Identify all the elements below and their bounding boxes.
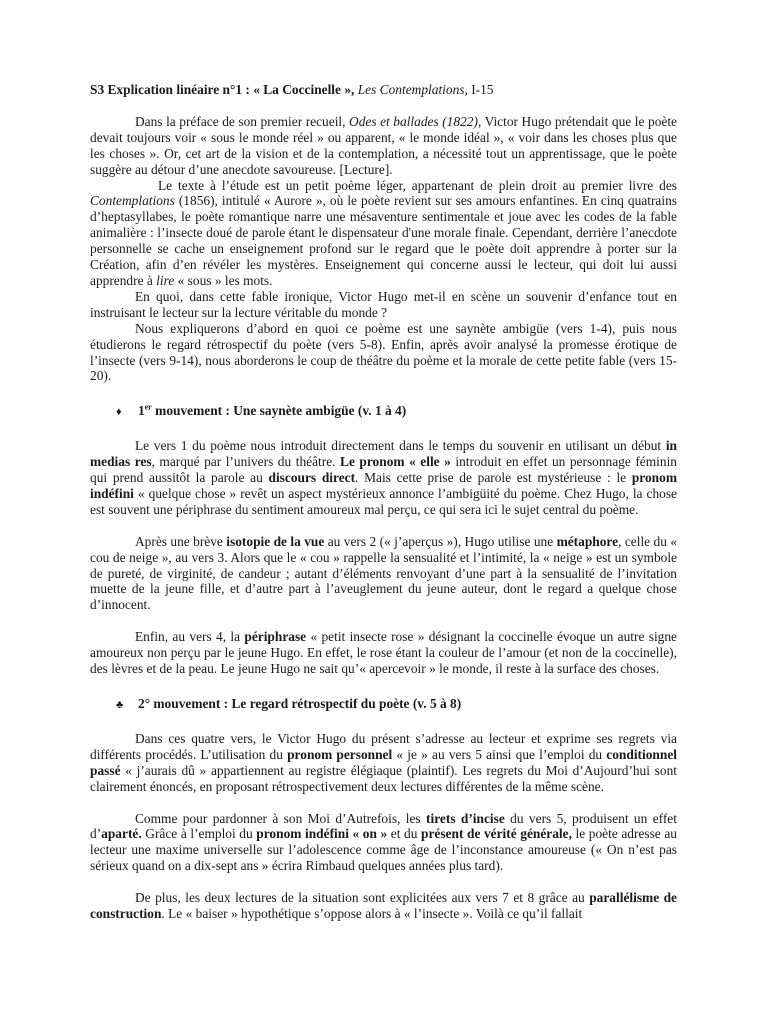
italic-text: lire bbox=[156, 272, 175, 288]
text: (1856), intitulé « Aurore », où le poète revient sur ses amours enfantines. En cinq quatrains d’heptasyllabes, le poète romantique narre une mésaventure sentimentale et joue avec les codes de la fable animalière : l’insecte doué de parole étant le dispensateur d'une morale finale. Cependant, derrière l’anecdote personnelle se cache un enseignement profond sur le regard que le poète doit apprendre à porter sur la Création, afin d’en révéler les mystères. Enseignement qui concerne aussi le lecteur, qui doit lui aussi apprendre à bbox=[90, 193, 677, 288]
bold-text: aparté. bbox=[101, 826, 142, 842]
bold-text: métaphore bbox=[556, 533, 619, 549]
text: au vers 2 (« j’aperçus »), Hugo utilise une bbox=[324, 533, 557, 549]
text: Dans la préface de son premier recueil, bbox=[135, 113, 350, 129]
club-bullet-icon: ♣ bbox=[116, 699, 124, 711]
bold-text: conditionnel passé bbox=[90, 746, 677, 778]
text: introduit en effet un personnage féminin qui prend aussitôt la parole au bbox=[90, 454, 677, 486]
section-2-paragraph-1 bbox=[90, 731, 677, 795]
text: , celle du « cou de neige », au vers 3. Alors que le « cou » rappelle la sensualité et l’intimité, la « neige » est un symbole de pureté, de virginité, de candeur ; autant d’éléments renvoyant d’une part à la sensualité de l’invitation muette de la jeune fille, et d’autre part à l’aveuglement du jeune auteur, dont le regard a quelque chose d’innocent. bbox=[90, 533, 678, 613]
bold-text: périphrase bbox=[244, 629, 307, 645]
section-2-paragraph-2 bbox=[90, 811, 677, 875]
section-1-heading bbox=[116, 403, 677, 421]
diamond-bullet-icon: ♦ bbox=[116, 406, 122, 419]
text: Enfin, au vers 4, la bbox=[135, 629, 245, 645]
bold-text: tirets d’incise bbox=[426, 810, 505, 826]
bold-text: Le pronom « elle » bbox=[340, 454, 451, 470]
bold-text: pronom personnel bbox=[287, 746, 393, 762]
italic-text: Contemplations bbox=[90, 193, 175, 209]
text: « petit insecte rose » désignant la coccinelle évoque un autre signe amoureux non perçu par le jeune Hugo. En effet, le rose étant la couleur de l’amour (et non de la coccinelle), des lèvres et de la peau. Le jeune Hugo ne sait qu’« apercevoir » le monde, il reste à la surface des choses. bbox=[90, 629, 678, 677]
text: « je » au vers 5 ainsi que l’emploi du bbox=[392, 746, 607, 762]
superscript: er bbox=[144, 402, 152, 412]
text: 1 bbox=[138, 403, 145, 419]
text: Dans ces quatre vers, le Victor Hugo du présent s’adresse au lecteur et exprime ses regrets via différents procédés. L’utilisation du bbox=[90, 730, 677, 762]
bold-text: isotopie de la vue bbox=[226, 533, 325, 549]
text: Le texte à l’étude est un petit poème léger, appartenant de plein droit au premier livre des bbox=[158, 177, 677, 193]
bold-text: parallélisme de construction bbox=[90, 890, 677, 922]
title-work: Les Contemplations bbox=[357, 82, 465, 97]
section-1-title bbox=[138, 403, 406, 419]
bold-text: présent de vérité générale, bbox=[421, 826, 572, 842]
bold-text: pronom indéfini « on » bbox=[256, 826, 388, 842]
text: et du bbox=[387, 826, 422, 842]
text: . Le « baiser » hypothétique s’oppose alors à « l’insecte ». Voilà ce qu’il fallait bbox=[161, 906, 583, 922]
text: , marqué par l’univers du théâtre. bbox=[151, 454, 341, 470]
bold-text: in medias res bbox=[90, 438, 677, 470]
text: Comme pour pardonner à son Moi d’Autrefois, les bbox=[135, 810, 427, 826]
section-2-paragraph-3 bbox=[90, 890, 677, 922]
text: mouvement : Une saynète ambigüe (v. 1 à 4) bbox=[151, 403, 407, 419]
text: . Mais cette prise de parole est mystérieuse : le bbox=[355, 470, 632, 486]
intro-paragraph-2 bbox=[90, 178, 677, 289]
intro-problematic: En quoi, dans cette fable ironique, Victor Hugo met-il en scène un souvenir d’enfance tout en instruisant le lecteur sur la lecture véritable du monde ? bbox=[90, 288, 677, 320]
intro-plan: Nous expliquerons d’abord en quoi ce poème est une saynète ambigüe (vers 1-4), puis nous étudierons le regard rétrospectif du poète (vers 5-8). Enfin, après avoir analysé la promesse érotique de l’insecte (vers 9-14), nous aborderons le coup de théâtre du poème et la morale de cette petite fable (vers 15-20). bbox=[90, 320, 677, 384]
text: Grâce à l’emploi du bbox=[141, 826, 257, 842]
bold-text: pronom indéfini bbox=[90, 470, 677, 501]
text: Après une brève bbox=[135, 533, 227, 549]
text: « quelque chose » revêt un aspect mystérieux annonce l’ambigüité du poème. Chez Hugo, la chose est souvent une périphrase du sentiment amoureux mal perçu, ce qui sera ici le sujet central du poème. bbox=[90, 485, 677, 517]
text: « sous » les mots. bbox=[174, 272, 273, 288]
title-ref: , I-15 bbox=[464, 82, 494, 97]
section-1-paragraph-2 bbox=[90, 534, 677, 614]
text: , Victor Hugo prétendait que le poète devait toujours voir « sous le monde réel » ou apparent, « le monde idéal », « voir dans les choses plus que les choses ». Or, cet art de la vision et de la contemplation, a nécessité tout un apprentissage, que le poète suggère au détour d’une anecdote savoureuse. [Lecture]. bbox=[90, 113, 677, 177]
intro-paragraph-1 bbox=[90, 114, 677, 178]
section-2-title: 2° mouvement : Le regard rétrospectif du poète (v. 5 à 8) bbox=[138, 696, 462, 711]
text: De plus, les deux lectures de la situation sont explicitées aux vers 7 et 8 grâce au bbox=[135, 890, 590, 906]
section-2-heading bbox=[116, 696, 677, 714]
text: du vers 5, produisent un effet d’ bbox=[90, 810, 677, 842]
italic-text: Odes et ballades (1822) bbox=[349, 113, 478, 129]
section-1-paragraph-1 bbox=[90, 438, 677, 518]
text: Le vers 1 du poème nous introduit directement dans le temps du souvenir en utilisant un début bbox=[135, 438, 666, 454]
text: le poète adresse au lecteur une maxime universelle sur l’adolescence comme âge de l’inconstance amoureuse (« On n’est pas sérieux quand on a dix-sept ans » écrira Rimbaud quelques années plus tard). bbox=[90, 826, 677, 874]
section-1-paragraph-3 bbox=[90, 629, 677, 677]
text: « j’aurais dû » appartiennent au registre élégiaque (plaintif). Les regrets du Moi d’Aujourd’hui sont clairement énoncés, en proposant rétrospectivement deux lectures différentes de la même scène. bbox=[90, 762, 677, 794]
title-main: S3 Explication linéaire n°1 : « La Coccinelle », bbox=[90, 82, 355, 97]
bold-text: discours direct bbox=[268, 470, 356, 486]
document-title bbox=[90, 82, 677, 98]
